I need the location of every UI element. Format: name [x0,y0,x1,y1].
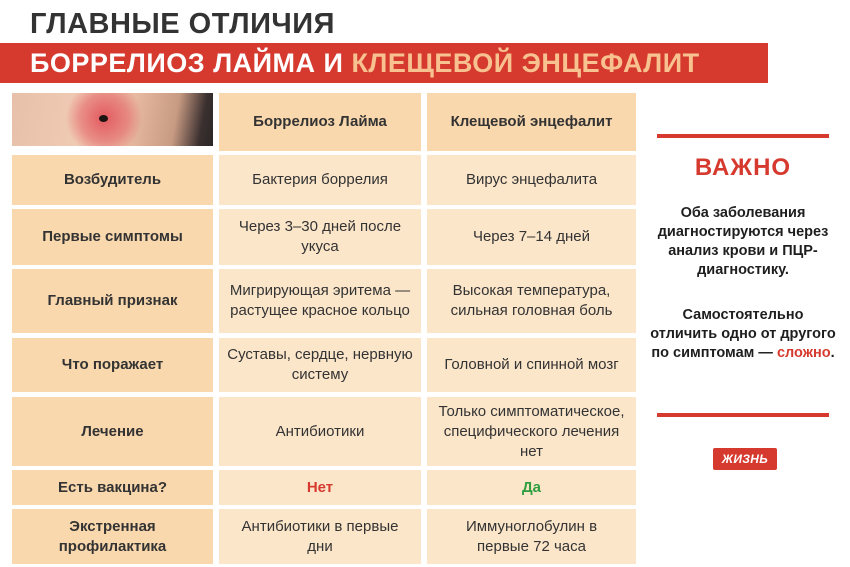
table-cell: Головной и спинной мозг [427,338,636,392]
row-label: Есть вакцина? [12,470,213,505]
subtitle-part-a: БОРРЕЛИОЗ ЛАЙМА И [30,48,352,78]
row-label: Главный признак [12,269,213,333]
table-cell: Только симптоматическое, специфического лечения нет [427,397,636,466]
table-cell: Через 3–30 дней после укуса [219,209,421,265]
sidebar-title: ВАЖНО [694,154,792,181]
sidebar-top-divider [657,134,829,138]
table-cell: Мигрирующая эритема — растущее красное кольцо [219,269,421,333]
sidebar-paragraph-2-text: Самостоятельно отличить одно от другого по симптомам — [650,307,836,361]
brand-logo: ЖИЗНЬ [713,448,777,470]
sidebar-paragraph-2-end: . [830,345,835,361]
row-label: Экстренная профилактика [12,509,213,564]
sidebar-bottom-divider [657,413,829,417]
vaccine-yes-value: Да [427,470,636,505]
sidebar-emphasis: сложно [776,345,831,361]
sidebar-paragraph-2 [650,306,836,363]
table-cell: Антибиотики в первые дни [219,509,421,564]
table-cell: Вирус энцефалита [427,155,636,205]
table-cell: Иммуноглобулин в первые 72 часа [427,509,636,564]
title-band [0,43,768,83]
sidebar-paragraph-1: Оба заболевания диагностируются через анализ крови и ПЦР-диагностику. [657,205,829,278]
subtitle [30,48,700,79]
subtitle-part-b: КЛЕЩЕВОЙ ЭНЦЕФАЛИТ [351,48,700,78]
table-cell: Высокая температура, сильная головная боль [427,269,636,333]
table-cell: Суставы, сердце, нервную систему [219,338,421,392]
column-header-lyme: Боррелиоз Лайма [219,93,421,151]
table-cell: Бактерия боррелия [219,155,421,205]
row-label: Возбудитель [12,155,213,205]
tick-bite-photo [12,93,213,146]
vaccine-no-value: Нет [219,470,421,505]
row-label: Лечение [12,397,213,466]
table-cell: Через 7–14 дней [427,209,636,265]
row-label: Что поражает [12,338,213,392]
table-cell: Антибиотики [219,397,421,466]
column-header-encephalitis: Клещевой энцефалит [427,93,636,151]
page-title: ГЛАВНЫЕ ОТЛИЧИЯ [30,8,335,40]
row-label: Первые симптомы [12,209,213,265]
tick-icon [99,115,108,122]
